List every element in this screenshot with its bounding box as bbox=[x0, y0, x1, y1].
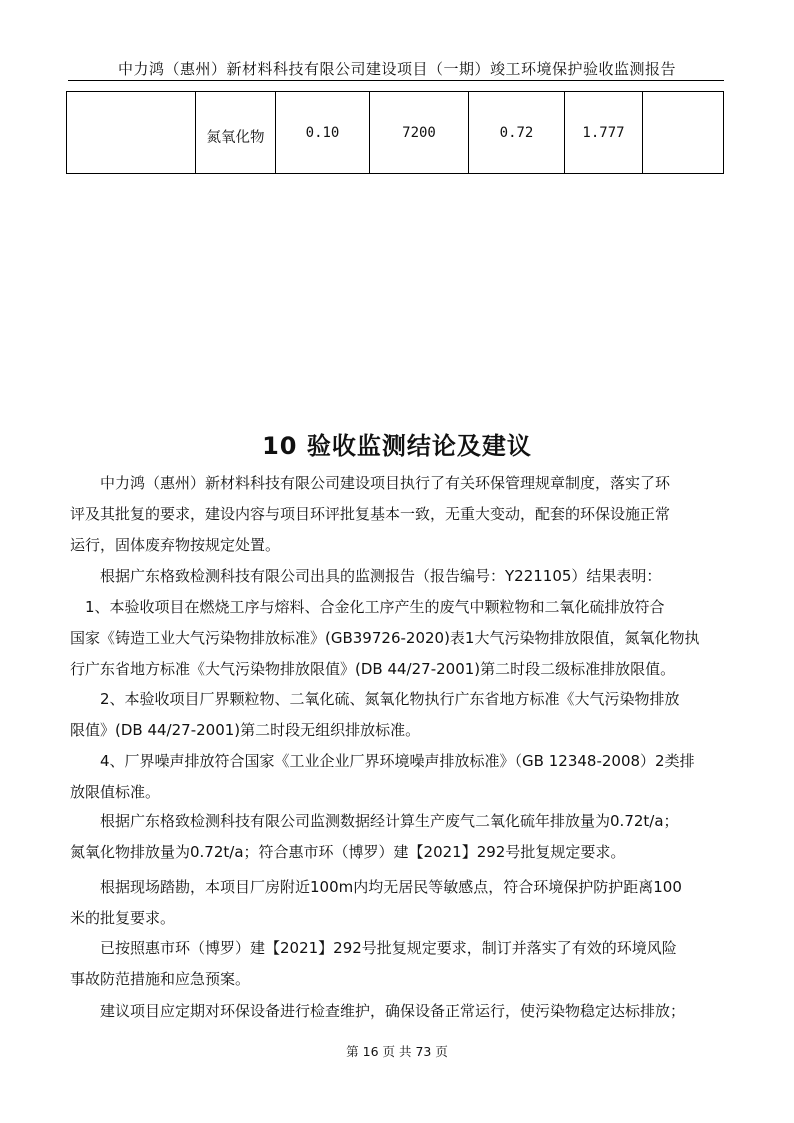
paragraph-line: 2、本验收项目厂界颗粒物、二氧化硫、氮氧化物执行广东省地方标准《大气污染物排放 bbox=[70, 690, 680, 708]
paragraph-line: 事故防范措施和应急预案。 bbox=[70, 970, 251, 988]
table-cell-value: 1.777 bbox=[565, 92, 643, 174]
report-header-title: 中力鸿（惠州）新材料科技有限公司建设项目（一期）竣工环境保护验收监测报告 bbox=[117, 60, 676, 78]
paragraph-recommendation bbox=[70, 996, 725, 1027]
table-cell-empty bbox=[643, 92, 724, 174]
paragraph-line: 4、厂界噪声排放符合国家《工业企业厂界环境噪声排放标准》（GB 12348-2008）2类排 bbox=[70, 752, 695, 770]
paragraph-risk-plan bbox=[70, 933, 725, 995]
paragraph-line: 米的批复要求。 bbox=[70, 909, 176, 927]
paragraph-emission-calc bbox=[70, 806, 725, 868]
paragraph-item-1 bbox=[70, 592, 725, 685]
paragraph-line: 建议项目应定期对环保设备进行检查维护，确保设备正常运行，使污染物稳定达标排放； bbox=[70, 1002, 686, 1020]
table-cell-value: 0.10 bbox=[276, 92, 370, 174]
paragraph-item-2 bbox=[70, 684, 725, 746]
paragraph-line: 根据广东格致检测科技有限公司出具的监测报告（报告编号：Y221105）结果表明： bbox=[70, 567, 662, 585]
paragraph-line: 放限值标准。 bbox=[70, 783, 161, 801]
header-divider bbox=[68, 80, 724, 81]
table-cell-value: 7200 bbox=[370, 92, 469, 174]
paragraph-line: 行广东省地方标准《大气污染物排放限值》(DB 44/27-2001)第二时段二级标准排放限值。 bbox=[70, 660, 676, 678]
page-number: 第 16 页 共 73 页 bbox=[346, 1044, 448, 1059]
table-cell-empty bbox=[67, 92, 196, 174]
paragraph-line: 1、本验收项目在燃烧工序与熔料、合金化工序产生的废气中颗粒物和二氧化硫排放符合 bbox=[70, 598, 665, 616]
table-cell-pollutant: 氮氧化物 bbox=[196, 92, 276, 174]
paragraph-site-survey bbox=[70, 872, 725, 934]
paragraph-line: 根据广东格致检测科技有限公司监测数据经计算生产废气二氧化硫年排放量为0.72t/a； bbox=[70, 812, 679, 830]
paragraph-item-4 bbox=[70, 746, 725, 808]
paragraph-line: 中力鸿（惠州）新材料科技有限公司建设项目执行了有关环保管理规章制度，落实了环 bbox=[70, 474, 671, 492]
table-row bbox=[67, 92, 724, 174]
paragraph-line: 运行，固体废弃物按规定处置。 bbox=[70, 536, 281, 554]
paragraph-line: 已按照惠市环（博罗）建【2021】292号批复规定要求，制订并落实了有效的环境风险 bbox=[70, 939, 677, 957]
paragraph-line: 限值》(DB 44/27-2001)第二时段无组织排放标准。 bbox=[70, 721, 421, 739]
table-cell-value: 0.72 bbox=[469, 92, 565, 174]
paragraph-line: 评及其批复的要求，建设内容与项目环评批复基本一致，无重大变动，配套的环保设施正常 bbox=[70, 505, 671, 523]
paragraph-line: 氮氧化物排放量为0.72t/a；符合惠市环（博罗）建【2021】292号批复规定要求。 bbox=[70, 843, 626, 861]
emission-table bbox=[66, 91, 724, 174]
paragraph-report-reference bbox=[70, 561, 725, 592]
section-heading: 10 验收监测结论及建议 bbox=[262, 432, 532, 460]
paragraph-line: 国家《铸造工业大气污染物排放标准》(GB39726-2020)表1大气污染物排放限值，氮氧化物执 bbox=[70, 629, 700, 647]
paragraph-line: 根据现场踏勘，本项目厂房附近100m内均无居民等敏感点，符合环境保护防护距离100 bbox=[70, 878, 682, 896]
paragraph-intro bbox=[70, 468, 725, 561]
